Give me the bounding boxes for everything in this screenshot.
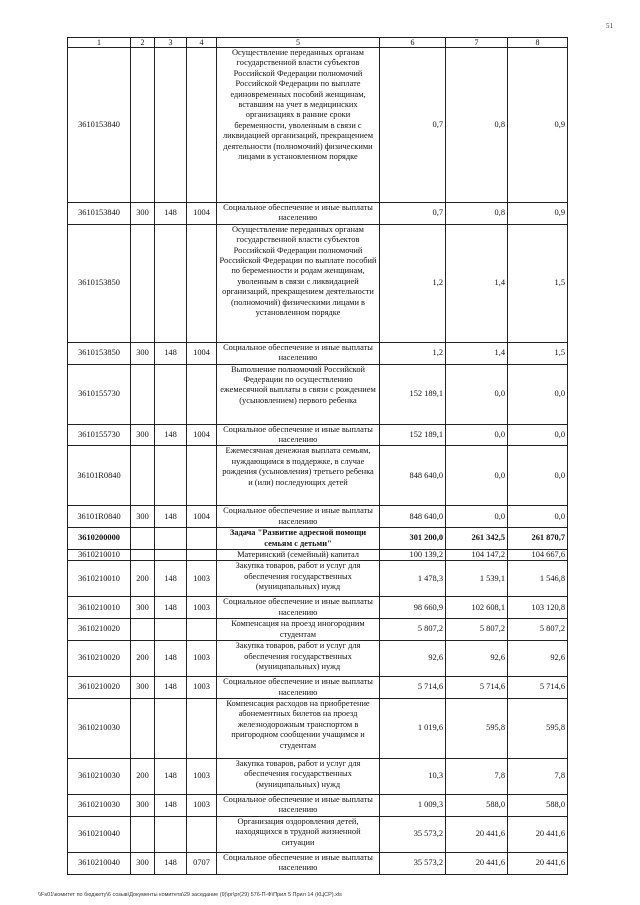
col-header-6: 6 <box>380 38 446 48</box>
grbs-cell <box>155 48 187 203</box>
amount-year1-cell: 92,6 <box>380 641 446 677</box>
amount-year1-cell: 1 019,6 <box>380 698 446 758</box>
section-cell: 0707 <box>187 852 217 874</box>
amount-year3-cell: 0,0 <box>508 364 568 424</box>
amount-year1-cell: 152 189,1 <box>380 424 446 446</box>
section-cell <box>187 528 217 550</box>
description-cell: Социальное обеспечение и иные выплаты населению <box>217 597 380 619</box>
kvr-cell <box>131 224 155 342</box>
kvr-cell <box>131 364 155 424</box>
amount-year2-cell: 20 441,6 <box>446 852 508 874</box>
amount-year1-cell: 0,7 <box>380 48 446 203</box>
grbs-cell: 148 <box>155 561 187 597</box>
amount-year3-cell: 20 441,6 <box>508 852 568 874</box>
kcsr-code-cell: 3610153850 <box>68 342 131 364</box>
section-cell <box>187 619 217 641</box>
kcsr-code-cell: 3610210040 <box>68 852 131 874</box>
section-cell <box>187 698 217 758</box>
kvr-cell <box>131 528 155 550</box>
section-cell: 1003 <box>187 641 217 677</box>
amount-year2-cell: 0,0 <box>446 364 508 424</box>
grbs-cell: 148 <box>155 342 187 364</box>
description-cell: Закупка товаров, работ и услуг для обеспечения государственных (муниципальных) нужд <box>217 758 380 794</box>
grbs-cell: 148 <box>155 758 187 794</box>
amount-year3-cell: 5 714,6 <box>508 677 568 699</box>
amount-year2-cell: 0,8 <box>446 203 508 225</box>
section-cell: 1004 <box>187 203 217 225</box>
grbs-cell <box>155 550 187 561</box>
page-number: 51 <box>606 22 613 30</box>
grbs-cell: 148 <box>155 794 187 816</box>
amount-year2-cell: 20 441,6 <box>446 816 508 852</box>
table-row <box>68 224 568 342</box>
kcsr-code-cell: 3610155730 <box>68 364 131 424</box>
kvr-cell: 300 <box>131 597 155 619</box>
section-cell: 1004 <box>187 424 217 446</box>
kcsr-code-cell: 3610210010 <box>68 561 131 597</box>
amount-year1-cell: 1 009,3 <box>380 794 446 816</box>
kcsr-code-cell: 36101R0840 <box>68 446 131 506</box>
kvr-cell <box>131 698 155 758</box>
table-row <box>68 528 568 550</box>
section-cell <box>187 364 217 424</box>
amount-year2-cell: 0,8 <box>446 48 508 203</box>
grbs-cell <box>155 224 187 342</box>
grbs-cell <box>155 364 187 424</box>
amount-year2-cell: 0,0 <box>446 506 508 528</box>
kvr-cell: 300 <box>131 677 155 699</box>
kcsr-code-cell: 3610200000 <box>68 528 131 550</box>
kvr-cell <box>131 48 155 203</box>
section-cell <box>187 816 217 852</box>
amount-year1-cell: 5 714,6 <box>380 677 446 699</box>
amount-year3-cell: 92,6 <box>508 641 568 677</box>
table-row <box>68 424 568 446</box>
amount-year3-cell: 7,8 <box>508 758 568 794</box>
kvr-cell: 300 <box>131 203 155 225</box>
amount-year3-cell: 0,0 <box>508 424 568 446</box>
amount-year2-cell: 588,0 <box>446 794 508 816</box>
col-header-3: 3 <box>155 38 187 48</box>
kcsr-code-cell: 3610210020 <box>68 641 131 677</box>
kcsr-code-cell: 3610210040 <box>68 816 131 852</box>
section-cell: 1003 <box>187 677 217 699</box>
grbs-cell <box>155 816 187 852</box>
kcsr-code-cell: 3610153850 <box>68 224 131 342</box>
grbs-cell: 148 <box>155 641 187 677</box>
section-cell: 1004 <box>187 506 217 528</box>
description-cell: Социальное обеспечение и иные выплаты населению <box>217 794 380 816</box>
budget-table <box>67 37 568 875</box>
amount-year3-cell: 0,9 <box>508 203 568 225</box>
table-row <box>68 852 568 874</box>
amount-year3-cell: 588,0 <box>508 794 568 816</box>
description-cell: Выполнение полномочий Российской Федерации по осуществлению ежемесячной выплаты в связи с рождением (усыновлением) первого ребенка <box>217 364 380 424</box>
table-row <box>68 550 568 561</box>
kcsr-code-cell: 3610210030 <box>68 698 131 758</box>
section-cell <box>187 446 217 506</box>
table-row <box>68 446 568 506</box>
amount-year1-cell: 1 478,3 <box>380 561 446 597</box>
amount-year2-cell: 104 147,2 <box>446 550 508 561</box>
amount-year3-cell: 1,5 <box>508 224 568 342</box>
kvr-cell <box>131 816 155 852</box>
kvr-cell: 300 <box>131 506 155 528</box>
grbs-cell <box>155 528 187 550</box>
col-header-2: 2 <box>131 38 155 48</box>
col-header-7: 7 <box>446 38 508 48</box>
amount-year2-cell: 92,6 <box>446 641 508 677</box>
section-cell: 1004 <box>187 342 217 364</box>
kvr-cell: 300 <box>131 794 155 816</box>
description-cell: Осуществление переданных органам государственной власти субъектов Российской Федерации полномочий Российской Федерации по выплате пособий по беременности и родам женщинам, уволенным в связи с ликвидацией организаций, прекращением деятельности (полномочий) физическими лицами в установленном порядке <box>217 224 380 342</box>
amount-year1-cell: 1,2 <box>380 342 446 364</box>
grbs-cell: 148 <box>155 506 187 528</box>
amount-year2-cell: 5 807,2 <box>446 619 508 641</box>
amount-year3-cell: 20 441,6 <box>508 816 568 852</box>
amount-year3-cell: 1 546,8 <box>508 561 568 597</box>
section-cell: 1003 <box>187 758 217 794</box>
amount-year3-cell: 261 870,7 <box>508 528 568 550</box>
col-header-4: 4 <box>187 38 217 48</box>
amount-year1-cell: 301 200,0 <box>380 528 446 550</box>
footer-file-path: \\Fs01\комитет по бюджету\6 созыв\Документы комитета\29 заседание (9)\pr\pr(29) 576-П-Ф\Прил 5 Прил 14 (КЦСР).xls <box>38 892 342 898</box>
col-header-5: 5 <box>217 38 380 48</box>
amount-year2-cell: 261 342,5 <box>446 528 508 550</box>
grbs-cell: 148 <box>155 203 187 225</box>
table-row <box>68 203 568 225</box>
description-cell: Задача "Развитие адресной помощи семьям с детьми" <box>217 528 380 550</box>
kvr-cell <box>131 619 155 641</box>
kcsr-code-cell: 3610210020 <box>68 619 131 641</box>
amount-year1-cell: 848 640,0 <box>380 446 446 506</box>
amount-year1-cell: 152 189,1 <box>380 364 446 424</box>
amount-year1-cell: 848 640,0 <box>380 506 446 528</box>
description-cell: Закупка товаров, работ и услуг для обеспечения государственных (муниципальных) нужд <box>217 561 380 597</box>
kcsr-code-cell: 36101R0840 <box>68 506 131 528</box>
col-header-8: 8 <box>508 38 568 48</box>
kcsr-code-cell: 3610210030 <box>68 758 131 794</box>
description-cell: Ежемесячная денежная выплата семьям, нуждающимся в поддержке, в случае рождения (усыновления) третьего ребенка и (или) последующих детей <box>217 446 380 506</box>
amount-year2-cell: 0,0 <box>446 446 508 506</box>
table-row <box>68 561 568 597</box>
kvr-cell: 300 <box>131 342 155 364</box>
description-cell: Социальное обеспечение и иные выплаты населению <box>217 203 380 225</box>
amount-year3-cell: 0,0 <box>508 506 568 528</box>
amount-year3-cell: 104 667,6 <box>508 550 568 561</box>
amount-year2-cell: 0,0 <box>446 424 508 446</box>
kvr-cell <box>131 550 155 561</box>
table-row <box>68 364 568 424</box>
amount-year2-cell: 1 539,1 <box>446 561 508 597</box>
section-cell <box>187 224 217 342</box>
kvr-cell: 200 <box>131 641 155 677</box>
amount-year3-cell: 5 807,2 <box>508 619 568 641</box>
amount-year3-cell: 0,9 <box>508 48 568 203</box>
kcsr-code-cell: 3610210020 <box>68 677 131 699</box>
amount-year2-cell: 595,8 <box>446 698 508 758</box>
section-cell <box>187 48 217 203</box>
description-cell: Социальное обеспечение и иные выплаты населению <box>217 342 380 364</box>
kcsr-code-cell: 3610153840 <box>68 48 131 203</box>
description-cell: Закупка товаров, работ и услуг для обеспечения государственных (муниципальных) нужд <box>217 641 380 677</box>
description-cell: Социальное обеспечение и иные выплаты населению <box>217 677 380 699</box>
table-row <box>68 342 568 364</box>
kvr-cell: 300 <box>131 424 155 446</box>
kvr-cell: 300 <box>131 852 155 874</box>
table-row <box>68 506 568 528</box>
kvr-cell: 200 <box>131 561 155 597</box>
kcsr-code-cell: 3610153840 <box>68 203 131 225</box>
amount-year3-cell: 595,8 <box>508 698 568 758</box>
grbs-cell: 148 <box>155 677 187 699</box>
amount-year2-cell: 7,8 <box>446 758 508 794</box>
table-row <box>68 698 568 758</box>
table-row <box>68 758 568 794</box>
amount-year1-cell: 1,2 <box>380 224 446 342</box>
description-cell: Социальное обеспечение и иные выплаты населению <box>217 424 380 446</box>
amount-year1-cell: 0,7 <box>380 203 446 225</box>
kcsr-code-cell: 3610155730 <box>68 424 131 446</box>
amount-year1-cell: 98 660,9 <box>380 597 446 619</box>
amount-year1-cell: 35 573,2 <box>380 852 446 874</box>
section-cell: 1003 <box>187 597 217 619</box>
table-row <box>68 619 568 641</box>
description-cell: Компенсация расходов на приобретение абонементных билетов на проезд железнодорожным транспортом в пригородном сообщении учащимся и студентам <box>217 698 380 758</box>
amount-year1-cell: 5 807,2 <box>380 619 446 641</box>
table-row <box>68 677 568 699</box>
grbs-cell <box>155 698 187 758</box>
grbs-cell: 148 <box>155 424 187 446</box>
kcsr-code-cell: 3610210010 <box>68 550 131 561</box>
grbs-cell <box>155 446 187 506</box>
description-cell: Организация оздоровления детей, находящихся в трудной жизненной ситуации <box>217 816 380 852</box>
table-row <box>68 816 568 852</box>
grbs-cell: 148 <box>155 597 187 619</box>
description-cell: Социальное обеспечение и иные выплаты населению <box>217 852 380 874</box>
amount-year3-cell: 0,0 <box>508 446 568 506</box>
kcsr-code-cell: 3610210030 <box>68 794 131 816</box>
section-cell: 1003 <box>187 794 217 816</box>
amount-year2-cell: 1,4 <box>446 342 508 364</box>
kcsr-code-cell: 3610210010 <box>68 597 131 619</box>
header-row <box>68 38 568 48</box>
table-body <box>68 38 568 875</box>
amount-year1-cell: 10,3 <box>380 758 446 794</box>
grbs-cell <box>155 619 187 641</box>
amount-year2-cell: 1,4 <box>446 224 508 342</box>
amount-year1-cell: 100 139,2 <box>380 550 446 561</box>
section-cell: 1003 <box>187 561 217 597</box>
table-row <box>68 641 568 677</box>
table-row <box>68 794 568 816</box>
description-cell: Материнский (семейный) капитал <box>217 550 380 561</box>
amount-year2-cell: 5 714,6 <box>446 677 508 699</box>
amount-year1-cell: 35 573,2 <box>380 816 446 852</box>
description-cell: Компенсация на проезд иногородним студентам <box>217 619 380 641</box>
description-cell: Осуществление переданных органам государственной власти субъектов Российской Федерации полномочий Российской Федерации по выплате единовременных пособий женщинам, вставшим на учет в медицинских организациях в ранние сроки беременности, уволенным в связи с ликвидацией организаций, прекращением деятельности (полномочий) физическими лицами в установленном порядке <box>217 48 380 203</box>
kvr-cell <box>131 446 155 506</box>
grbs-cell: 148 <box>155 852 187 874</box>
kvr-cell: 200 <box>131 758 155 794</box>
section-cell <box>187 550 217 561</box>
description-cell: Социальное обеспечение и иные выплаты населению <box>217 506 380 528</box>
table-row <box>68 48 568 203</box>
amount-year3-cell: 1,5 <box>508 342 568 364</box>
table-row <box>68 597 568 619</box>
amount-year3-cell: 103 120,8 <box>508 597 568 619</box>
amount-year2-cell: 102 608,1 <box>446 597 508 619</box>
col-header-1: 1 <box>68 38 131 48</box>
